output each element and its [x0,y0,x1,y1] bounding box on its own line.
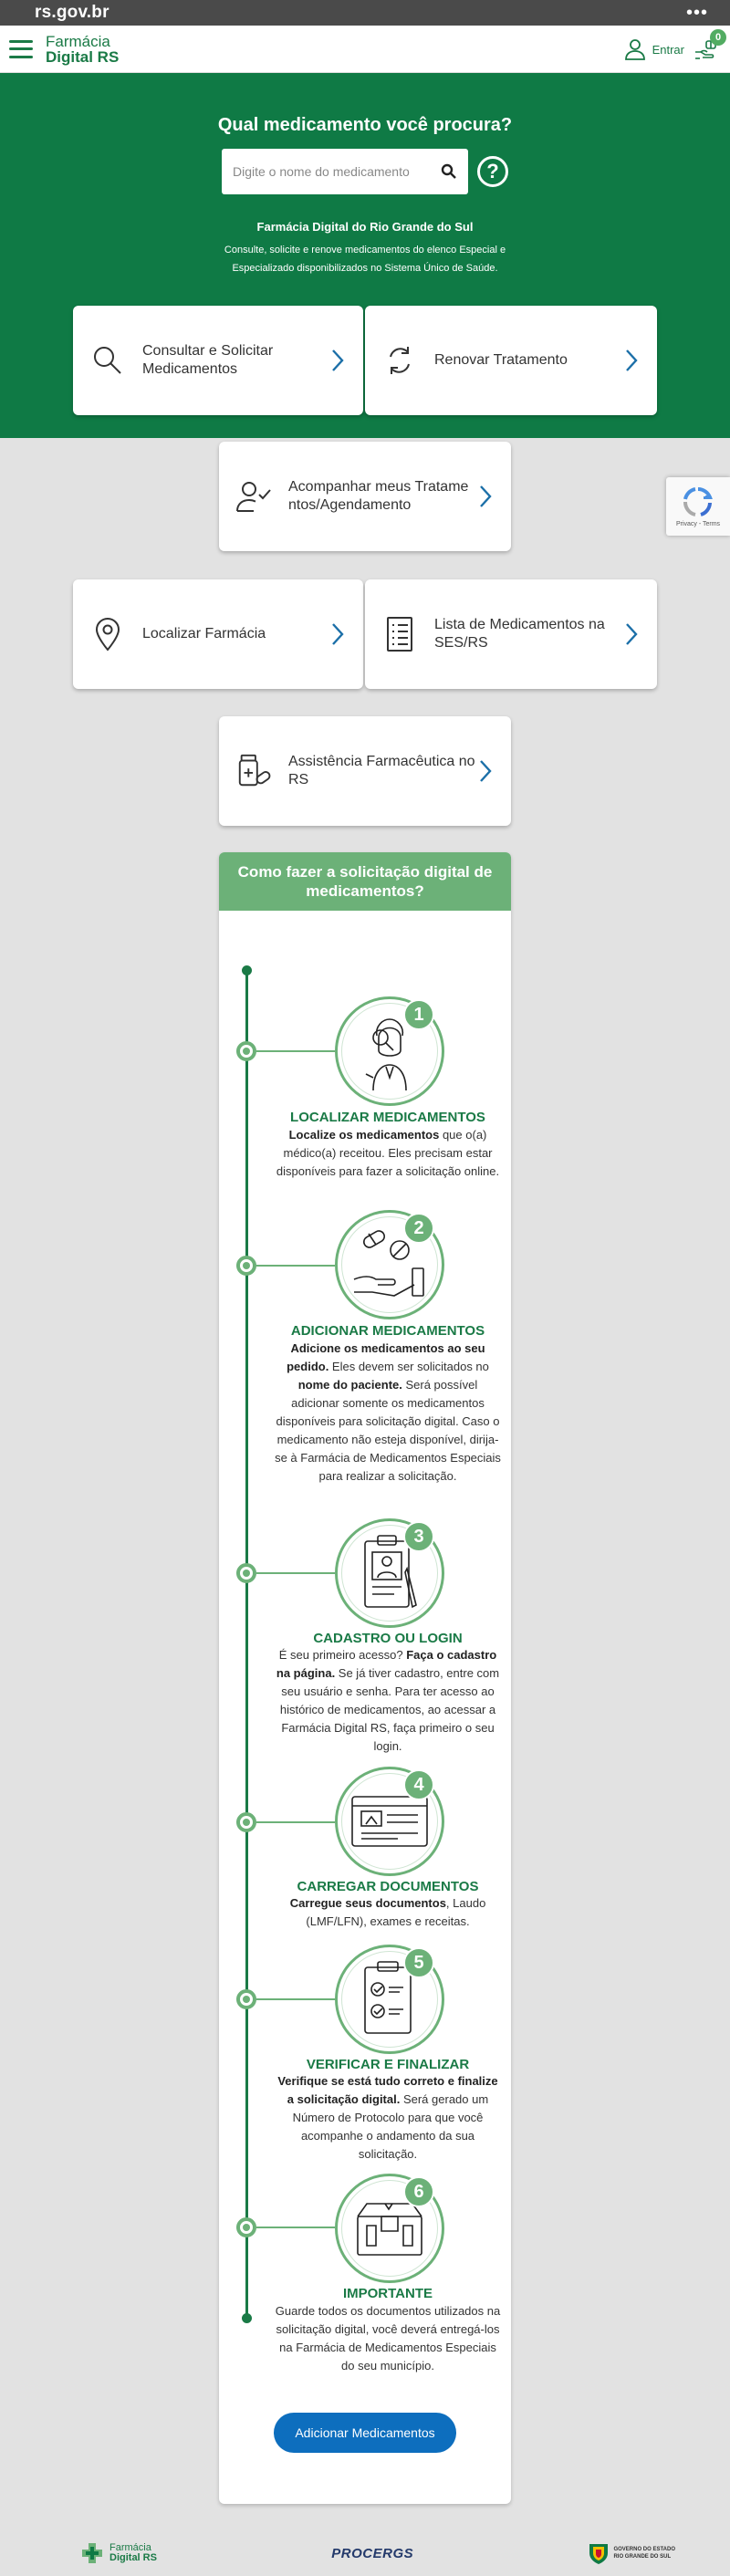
user-icon [623,37,647,61]
timeline-connector [256,1050,335,1052]
card-assistencia-farmaceutica[interactable] [219,716,511,826]
search-icon [92,345,123,376]
step-number: 5 [403,1947,434,1978]
step-text-body: Guarde todos os documentos utilizados na solicitação digital, você deverá entregá-los na Farmácia de Medicamentos Especiais do seu município. [275,2304,501,2373]
location-pin-icon [93,617,122,652]
chevron-right-icon [625,622,638,646]
step-title: ADICIONAR MEDICAMENTOS [290,1323,485,1339]
logo-line1: Farmácia [46,32,110,50]
timeline-node [236,1563,256,1583]
recaptcha-badge[interactable] [666,477,730,536]
card-label: Consultar e Solicitar Medicamentos [142,343,274,377]
search-icon[interactable] [441,163,457,180]
card-localizar-farmacia[interactable] [73,579,363,689]
card-label: Lista de Medicamentos na SES/RS [434,617,605,651]
timeline-line [245,969,248,2320]
step-text-lead: É seu primeiro acesso? [278,1648,407,1662]
footer [0,2530,730,2576]
step-number: 3 [403,1521,434,1552]
step-text-body: , Laudo (LMF/LFN), exames e receitas. [306,1896,486,1928]
card-label: Localizar Farmácia [142,626,266,641]
logo-line2: Digital RS [46,47,120,66]
chevron-right-icon [331,622,344,646]
card-lista-medicamentos[interactable] [365,579,657,689]
card-label: Acompanhar meus Tratamentos/Agendamento [288,479,469,513]
hero-question: Qual medicamento você procura? [217,115,513,135]
chevron-right-icon [625,349,638,372]
chevron-right-icon [479,485,492,508]
footer-logo-line2: Digital RS [110,2552,157,2563]
timeline-connector [256,1572,335,1574]
card-label: Assistência Farmacêutica no RS [288,754,475,787]
step-title: LOCALIZAR MEDICAMENTOS [290,1110,485,1125]
gov-logo-line1: GOVERNO DO ESTADO [613,2547,675,2552]
step-text-bold: Adicione os medicamentos ao seu pedido. [287,1341,485,1373]
search-input[interactable] [233,164,441,179]
card-consultar-medicamentos[interactable] [73,306,363,415]
timeline-start-dot [242,965,252,975]
timeline-connector [256,1821,335,1823]
cart-count-badge: 0 [710,29,726,46]
step-text-body-2: Será possível adicionar somente os medicamentos disponíveis para solicitação digital. Caso o medicamento não esteja disponível, dirija-se à Farmácia de Medicamentos Especiais para realizar a solicitação. [275,1378,501,1483]
timeline-connector [256,1998,335,2000]
hero-description: Consulte, solicite e renove medicamentos do elenco Especial e Especializado disponibilizados no Sistema Único de Saúde. [224,245,506,274]
step-text [274,2072,502,2164]
footer-logo-line1: Farmácia [110,2542,151,2553]
step-number: 4 [403,1769,434,1800]
timeline-node [236,1989,256,2009]
recaptcha-icon [683,486,714,517]
card-acompanhar-tratamentos[interactable] [219,442,511,551]
step-text [274,2302,502,2375]
step-number: 2 [403,1213,434,1244]
site-header [0,26,730,73]
step-text-bold: Verifique se está tudo correto e finalize a solicitação digital. [277,2074,498,2106]
timeline-node [236,1041,256,1061]
step-title: CARREGAR DOCUMENTOS [297,1879,479,1894]
browser-menu-icon[interactable]: ••• [685,3,708,23]
user-check-icon [235,480,272,513]
gov-rs-logo[interactable] [588,2541,675,2565]
footer-farmacia-logo[interactable] [80,2541,157,2565]
step-text-bold-2: nome do paciente. [297,1378,402,1392]
login-button[interactable] [623,37,684,61]
document-list-icon [385,616,414,652]
step-text [274,1340,502,1486]
login-label: Entrar [652,42,684,57]
steps-panel [219,852,511,2504]
add-medications-button[interactable]: Adicionar Medicamentos [274,2413,456,2453]
step-text-body: Será gerado um Número de Protocolo para que você acompanhe o andamento da sua solicitação. [292,2092,489,2161]
step-text-body: que o(a) médico(a) receitou. Eles precisam estar disponíveis para fazer a solicitação online. [276,1128,500,1178]
state-coat-of-arms-icon [588,2541,610,2565]
step-number: 1 [403,999,434,1030]
step-number: 6 [403,2176,434,2207]
step-text-bold: Localize os medicamentos [288,1128,440,1142]
cart-button[interactable] [692,32,722,64]
step-title: VERIFICAR E FINALIZAR [306,2057,470,2072]
timeline-node [236,2217,256,2237]
procergs-logo[interactable]: PROCERGS [331,2545,414,2561]
timeline-connector [256,2227,335,2228]
hamburger-menu-icon[interactable] [9,40,33,58]
pharmacy-cross-icon [80,2541,104,2565]
step-title: CADASTRO OU LOGIN [313,1631,463,1646]
search-box [222,149,468,194]
gov-logo-line2: RIO GRANDE DO SUL [613,2554,672,2560]
site-logo[interactable] [46,34,119,65]
chevron-right-icon [331,349,344,372]
timeline-connector [256,1265,335,1267]
step-text [274,1126,502,1181]
steps-heading: Como fazer a solicitação digital de medicamentos? [219,852,511,911]
timeline-node [236,1812,256,1832]
step-text-bold: Carregue seus documentos [289,1896,446,1910]
timeline-node [236,1256,256,1276]
timeline-end-dot [242,2313,252,2323]
step-text-body: Eles devem ser solicitados no [328,1360,489,1373]
browser-bar [0,0,730,26]
step-title: IMPORTANTE [342,2286,433,2301]
step-text [274,1646,502,1756]
card-label: Renovar Tratamento [434,352,568,368]
recaptcha-links[interactable]: Privacy - Terms [675,520,721,527]
medicine-bottle-icon [235,752,272,790]
hero-title: Farmácia Digital do Rio Grande do Sul [256,220,474,234]
step-text [274,1894,502,1931]
step-text-bold: Faça o cadastro na página. [276,1648,497,1680]
renew-arrows-icon [383,344,416,377]
help-icon[interactable]: ? [477,156,508,187]
browser-url[interactable]: rs.gov.br [35,3,110,22]
card-renovar-tratamento[interactable] [365,306,657,415]
step-text-body: Se já tiver cadastro, entre com seu usuário e senha. Para ter acesso ao histórico de medicamentos, ao acessar a Farmácia Digital RS, faça primeiro o seu login. [279,1666,500,1753]
chevron-right-icon [479,759,492,783]
